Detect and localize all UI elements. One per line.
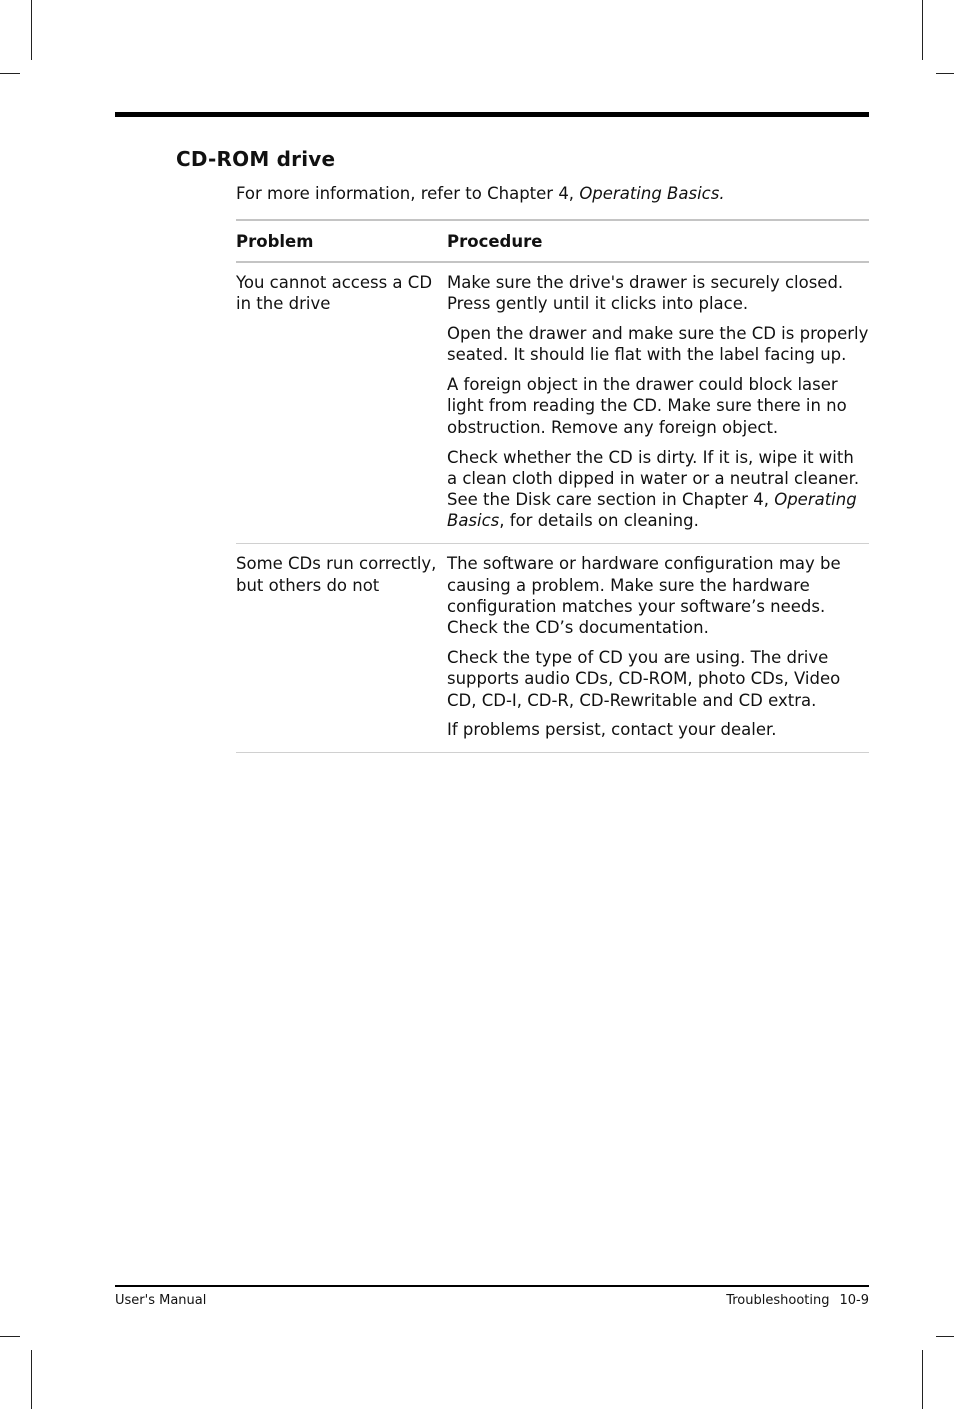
- crop-mark: [922, 0, 923, 60]
- crop-mark: [31, 0, 32, 60]
- crop-mark: [936, 1336, 954, 1337]
- procedure-step: The software or hardware configuration may be causing a problem. Make sure the hardware configuration matches your software’s needs. Check the CD’s documentation.: [447, 554, 841, 638]
- crop-mark: [31, 1350, 32, 1409]
- procedure-step: If problems persist, contact your dealer.: [447, 720, 777, 740]
- section-title: CD-ROM drive: [176, 147, 336, 171]
- intro-prefix: For more information, refer to Chapter 4,: [236, 184, 580, 203]
- table-row: [236, 544, 869, 753]
- procedure-cell: [447, 272, 869, 540]
- step-text: Check whether the CD is dirty. If it is, wipe it with a clean cloth dipped in water or a neutral cleaner. See the Disk care section in Chapter 4,: [447, 447, 860, 510]
- header-procedure: Procedure: [447, 231, 543, 251]
- procedure-step: Open the drawer and make sure the CD is properly seated. It should lie flat with the label facing up.: [447, 324, 869, 365]
- crop-mark: [0, 73, 20, 74]
- problem-cell: You cannot access a CD in the drive: [236, 273, 433, 314]
- crop-mark: [936, 73, 954, 74]
- table-row: [236, 263, 869, 544]
- procedure-step: Check the type of CD you are using. The drive supports audio CDs, CD-ROM, photo CDs, Video CD, CD-I, CD-R, CD-Rewritable and CD extra.: [447, 647, 841, 710]
- crop-mark: [922, 1350, 923, 1409]
- step-reference: Operating Basics: [447, 490, 857, 531]
- footer-section: Troubleshooting: [726, 1293, 830, 1308]
- table-header: [236, 221, 869, 263]
- procedure-step: A foreign object in the drawer could block laser light from reading the CD. Make sure there in no obstruction. Remove any foreign object.: [447, 375, 847, 437]
- footer-page-info: [726, 1293, 869, 1308]
- intro-reference: Operating Basics.: [579, 184, 725, 203]
- procedure-step: Make sure the drive's drawer is securely closed. Press gently until it clicks into place.: [447, 273, 844, 314]
- footer-manual-title: User's Manual: [115, 1293, 207, 1308]
- header-problem: Problem: [236, 231, 314, 251]
- page-number: 10-9: [839, 1293, 869, 1308]
- header-rule: [115, 112, 869, 117]
- procedure-cell: [447, 553, 869, 749]
- intro-text: [236, 184, 725, 203]
- troubleshooting-table: [236, 219, 869, 753]
- crop-mark: [0, 1336, 20, 1337]
- step-text-after: , for details on cleaning.: [499, 511, 699, 531]
- footer-rule: [115, 1285, 869, 1287]
- procedure-step: [447, 447, 869, 532]
- problem-cell: Some CDs run correctly, but others do not: [236, 554, 437, 595]
